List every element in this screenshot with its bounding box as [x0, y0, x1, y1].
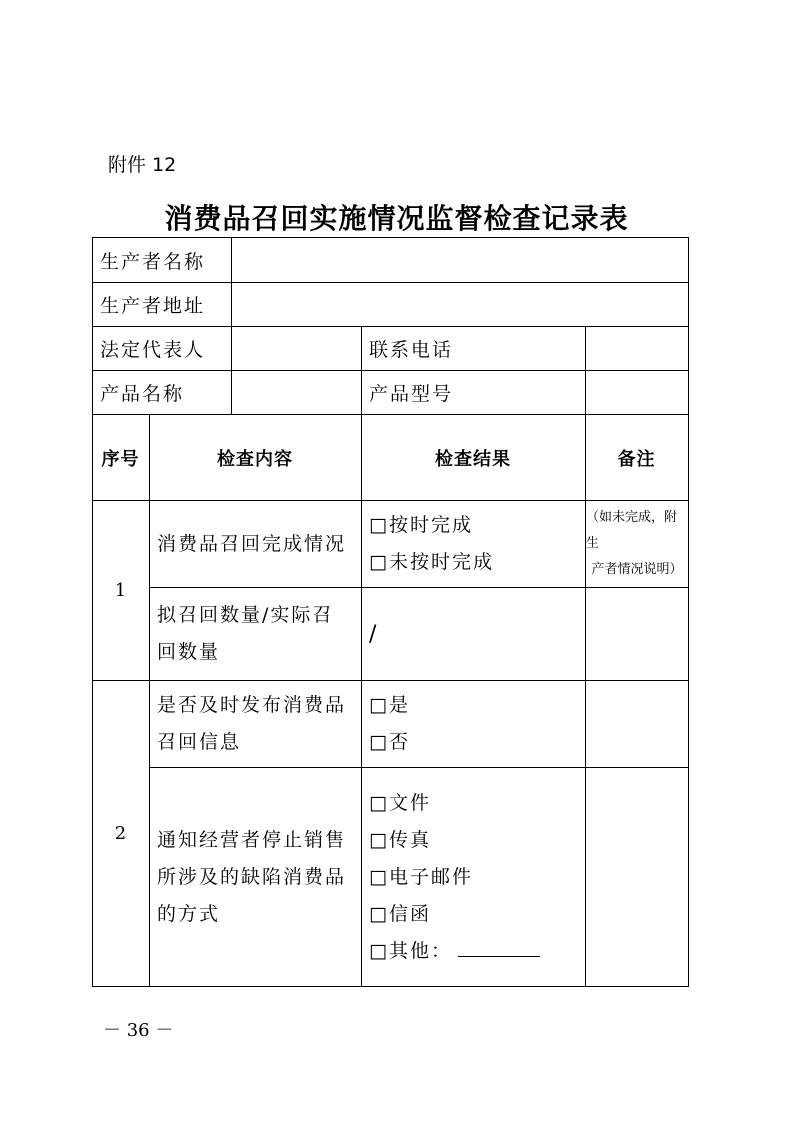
attachment-label: 附件 12 — [108, 154, 177, 176]
product-name-label: 产品名称 — [100, 383, 185, 405]
option-yes-checkbox[interactable]: □是 — [369, 694, 410, 716]
option-no-checkbox[interactable]: □否 — [369, 731, 410, 753]
option-other-row — [369, 933, 540, 970]
option-email-checkbox[interactable]: □电子邮件 — [369, 865, 473, 888]
remark-line: （如未完成，附生 — [586, 510, 678, 551]
remark-recall-quantity[interactable] — [586, 588, 688, 680]
result-recall-completion — [369, 501, 585, 587]
producer-name-field[interactable] — [232, 238, 688, 282]
content-line: 消费品召回完成情况 — [157, 532, 347, 555]
producer-address-label: 生产者地址 — [100, 295, 206, 317]
producer-name-label: 生产者名称 — [100, 250, 206, 273]
product-name-field[interactable] — [232, 371, 361, 414]
producer-address-field[interactable] — [232, 283, 688, 326]
legal-rep-field[interactable] — [232, 327, 361, 370]
header-remark: 备注 — [617, 448, 656, 470]
option-on-time-checkbox[interactable]: □按时完成 — [369, 514, 473, 536]
content-recall-quantity — [157, 588, 361, 680]
header-content: 检查内容 — [217, 448, 293, 470]
seq-1: 1 — [114, 580, 127, 601]
remark-line: 产者情况说明） — [591, 562, 683, 577]
header-seq: 序号 — [101, 448, 140, 470]
result-recall-quantity[interactable]: / — [369, 621, 379, 647]
result-recall-info-release — [369, 681, 585, 767]
content-line: 拟召回数量/实际召 — [157, 604, 334, 626]
remark-recall-info-release[interactable] — [586, 681, 688, 767]
content-line: 通知经营者停止销售 — [157, 828, 347, 851]
phone-field[interactable] — [586, 327, 688, 370]
option-not-on-time-checkbox[interactable]: □未按时完成 — [369, 551, 494, 573]
content-recall-completion — [157, 501, 361, 587]
other-blank-line[interactable] — [458, 936, 540, 957]
product-model-label: 产品型号 — [369, 383, 454, 405]
content-line: 所涉及的缺陷消费品 — [157, 865, 347, 888]
content-line: 是否及时发布消费品 — [157, 694, 347, 716]
option-document-checkbox[interactable]: □文件 — [369, 791, 431, 814]
content-line: 召回信息 — [157, 731, 242, 753]
result-notify-method — [369, 768, 585, 986]
content-line: 回数量 — [157, 641, 221, 663]
content-line: 的方式 — [157, 902, 221, 925]
content-notify-method — [157, 768, 361, 986]
header-result: 检查结果 — [435, 448, 511, 470]
option-letter-checkbox[interactable]: □信函 — [369, 902, 431, 925]
remark-recall-completion — [586, 501, 688, 587]
page-number: － 36 － — [103, 1020, 174, 1041]
phone-label: 联系电话 — [369, 339, 454, 361]
content-recall-info-release — [157, 681, 361, 767]
product-model-field[interactable] — [586, 371, 688, 414]
remark-notify-method[interactable] — [586, 768, 688, 986]
seq-2: 2 — [114, 823, 127, 844]
form-title: 消费品召回实施情况监督检查记录表 — [164, 202, 629, 235]
option-other-checkbox[interactable]: □其他： — [369, 939, 452, 962]
option-fax-checkbox[interactable]: □传真 — [369, 828, 431, 851]
legal-rep-label: 法定代表人 — [100, 339, 206, 361]
